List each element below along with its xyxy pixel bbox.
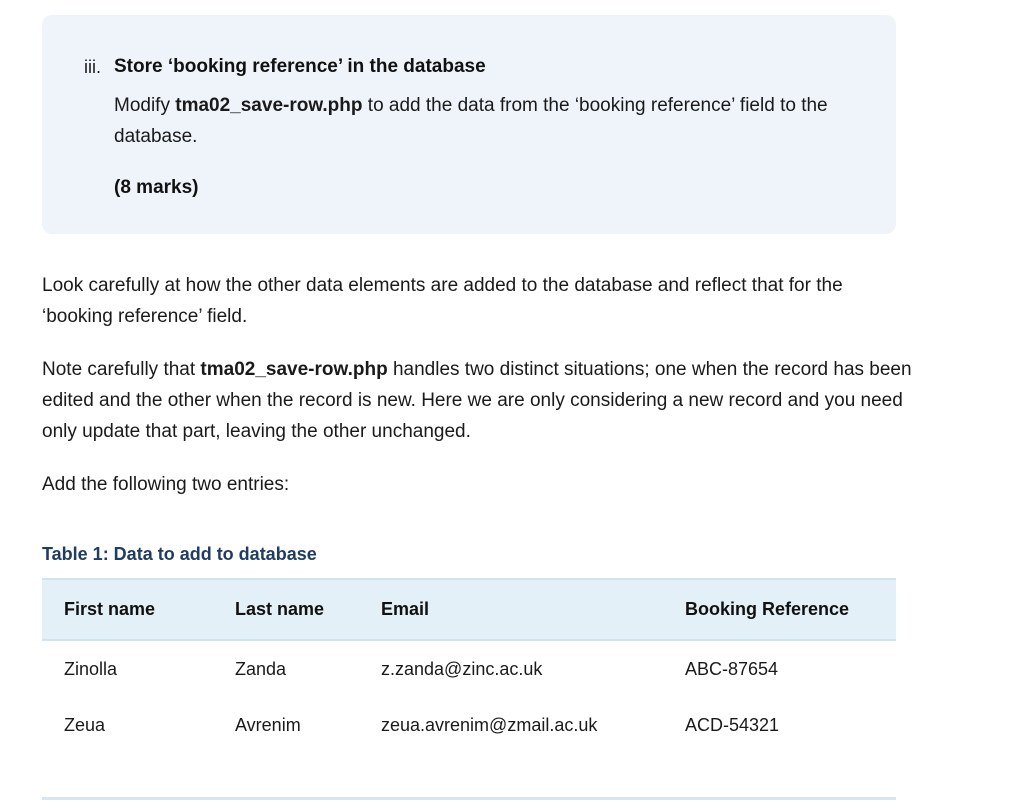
table-row [42, 698, 896, 799]
paragraph-look-carefully: Look carefully at how the other data elements are added to the database and reflect that for the ‘booking reference’ field. [42, 275, 843, 327]
header-booking-reference: Booking Reference [685, 579, 896, 640]
header-last-name: Last name [235, 579, 381, 640]
paragraph-note-suffix: handles two distinct situations; one when the record has been edited and the other when the record is new. Here we are only considering a new record and you need only update that part, leaving the other unchanged. [42, 359, 912, 442]
paragraph-note-carefully [42, 354, 912, 447]
task-marks: (8 marks) [114, 177, 199, 198]
table-header-row [42, 579, 896, 640]
data-table [42, 578, 896, 800]
paragraph-note-prefix: Note carefully that [42, 359, 201, 380]
task-body-suffix: to add the data from the ‘booking reference’ field to the database. [114, 95, 828, 147]
task-body [114, 90, 884, 152]
cell-email: zeua.avrenim@zmail.ac.uk [381, 698, 685, 799]
task-numeral: iii. [84, 57, 101, 77]
task-body-prefix: Modify [114, 95, 176, 116]
cell-booking-reference: ACD-54321 [685, 698, 896, 799]
table-row [42, 640, 896, 698]
cell-last-name: Zanda [235, 659, 287, 679]
header-email: Email [381, 579, 685, 640]
task-body-filename: tma02_save-row.php [175, 95, 363, 116]
cell-first-name: Zinolla [64, 659, 118, 679]
cell-email: z.zanda@zinc.ac.uk [381, 659, 543, 679]
cell-first-name: Zeua [42, 698, 235, 799]
paragraph-note-filename: tma02_save-row.php [200, 359, 388, 380]
table-caption: Table 1: Data to add to database [42, 544, 317, 564]
paragraph-add-entries: Add the following two entries: [42, 474, 290, 495]
task-heading: Store ‘booking reference’ in the database [114, 56, 486, 77]
header-first-name: First name [42, 579, 235, 640]
cell-last-name: Avrenim [235, 698, 381, 799]
cell-booking-reference: ABC-87654 [685, 659, 779, 679]
